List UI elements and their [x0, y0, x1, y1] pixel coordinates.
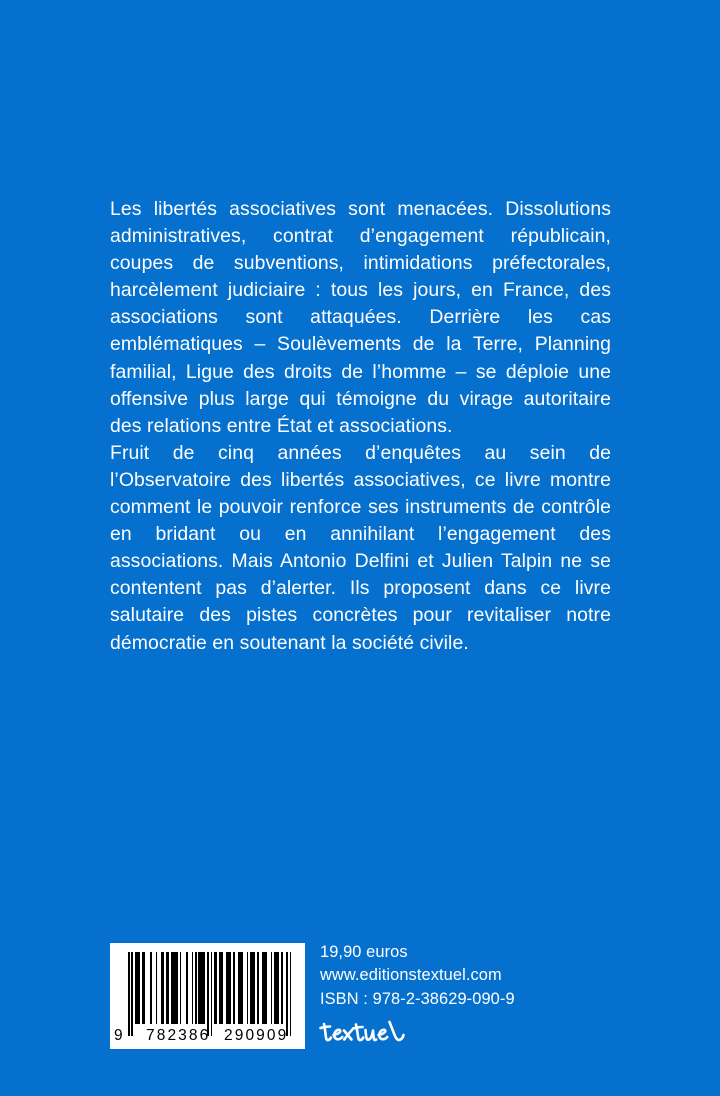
isbn-label: ISBN : 978-2-38629-090-9 — [320, 989, 515, 1008]
blurb-paragraph-2: Fruit de cinq années d’enquêtes au sein de l’Observatoire des libertés associatives, ce livre montre comment le pouvoir renforce ses instruments de contrôle en bridant ou en annihilant l’engagement des associations. Mais Antonio Delfini et Julien Talpin ne se contentent pas d’alerter. Ils proposent dans ce livre salutaire des pistes concrètes pour revitaliser notre démocratie en soutenant la société civile. — [110, 441, 611, 654]
barcode-bars — [128, 952, 298, 1024]
barcode-digit-group-3: 290909 — [224, 1027, 289, 1044]
website-label[interactable]: www.editionstextuel.com — [320, 966, 502, 985]
price-label: 19,90 euros — [320, 943, 408, 961]
blurb-paragraph-1: Les libertés associatives sont menacées. Dissolutions administratives, contrat d’engagement républicain, coupes de subventions, intimidations préfectorales, harcèlement judiciaire : tous les jours, en France, des associations sont attaquées. Derrière les cas emblématiques – Soulèvements de la Terre, Planning familial, Ligue des droits de l’homme – se déploie une offensive plus large qui témoigne du virage autoritaire des relations entre État et associations. — [110, 198, 611, 437]
barcode — [110, 943, 305, 1049]
barcode-digit-group-2: 782386 — [146, 1027, 211, 1044]
back-cover-blurb — [110, 196, 611, 657]
cover-footer — [110, 941, 620, 1061]
barcode-digit-group-1: 9 — [114, 1027, 123, 1044]
barcode-digits — [110, 1027, 305, 1045]
barcode-graphic — [110, 943, 305, 1049]
publisher-info — [320, 941, 515, 1011]
textuel-logo — [319, 1017, 405, 1047]
